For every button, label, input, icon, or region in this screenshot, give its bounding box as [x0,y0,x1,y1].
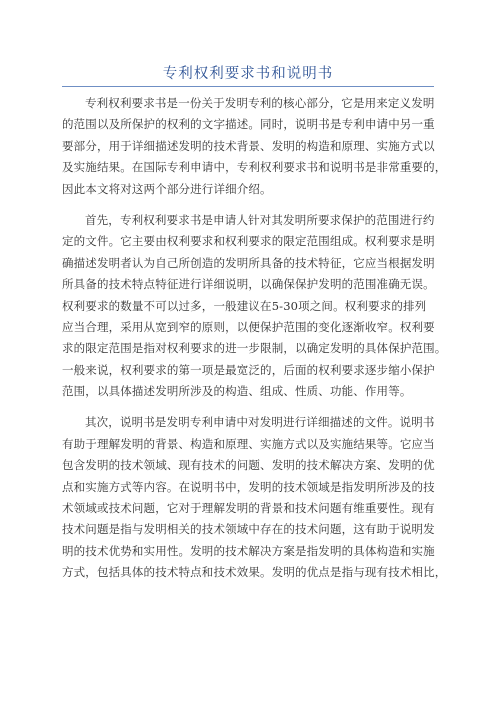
paragraph-line: 范围，以具体描述发明所涉及的构造、组成、性质、功能、作用等。 [62,384,412,399]
paragraph-line: 术领域或技术问题，它对于理解发明的背景和技术问题有维重要性。现有 [62,501,435,516]
paragraph-line: 方式，包括具体的技术特点和技术效果。发明的优点是指与现有技术相比， [62,565,447,580]
paragraph-line: 应当合理，采用从宽到窄的原则，以便保护范围的变化逐渐收窄。权利要 [62,319,435,334]
paragraph-line: 因此本文将对这两个部分进行详细介绍。 [62,181,272,196]
document-body [62,93,447,584]
title-underline [62,86,434,87]
paragraph-line: 的范围以及所保护的权利的文字描述。同时，说明书是专利申请中另一重 [62,117,435,132]
paragraph-spacer [62,200,442,210]
page-title: 专利权利要求书和说明书 [162,66,334,82]
paragraph-line: 确描述发明者认为自己所创造的发明所具备的技术特征，它应当根据发明 [62,255,435,270]
paragraph-specification [62,412,447,583]
paragraph-line: 权利要求的数量不可以过多，一般建议在5-30项之间。权利要求的排列 [62,298,427,313]
paragraph-line: 其次，说明书是发明专利申请中对发明进行详细描述的文件。说明书 [85,415,435,430]
paragraph-intro [62,93,447,200]
paragraph-line: 首先，专利权利要求书是申请人针对其发明所要求保护的范围进行约 [85,212,435,227]
paragraph-line: 一般来说，权利要求的第一项是最宽泛的，后面的权利要求逐步缩小保护 [62,362,435,377]
paragraph-line: 技术问题是指与发明相关的技术领域中存在的技术问题，这有助于说明发 [62,522,435,537]
paragraph-line: 明的技术优势和实用性。发明的技术解决方案是指发明的具体构造和实施 [62,543,435,558]
paragraph-line: 及实施结果。在国际专利申请中，专利权利要求书和说明书是非常重要的， [62,160,447,175]
paragraph-line: 定的文件。它主要由权利要求和权利要求的限定范围组成。权利要求是明 [62,234,435,249]
paragraph-line: 专利权利要求书是一份关于发明专利的核心部分，它是用来定义发明 [85,96,435,110]
paragraph-line: 要部分，用于详细描述发明的技术背景、发明的构造和原理、实施方式以 [62,138,435,153]
paragraph-line: 点和实施方式等内容。在说明书中，发明的技术领域是指发明所涉及的技 [62,479,435,494]
paragraph-line: 有助于理解发明的背景、构造和原理、实施方式以及实施结果等。它应当 [62,436,435,451]
paragraph-line: 求的限定范围是指对权利要求的进一步限制，以确定发明的具体保护范围。 [62,341,447,356]
paragraph-claims [62,210,447,403]
paragraph-line: 包含发明的技术领域、现有技术的问题、发明的技术解决方案、发明的优 [62,458,435,473]
paragraph-spacer [62,402,442,412]
paragraph-line: 所具备的技术特点特征进行详细说明，以确保保护发明的范围准确无误。 [62,277,435,292]
